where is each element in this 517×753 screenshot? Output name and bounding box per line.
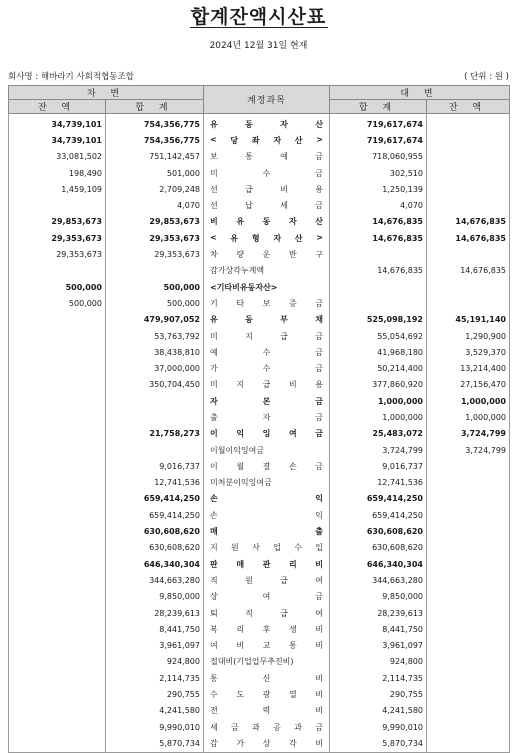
credit-total-cell: 55,054,692 bbox=[330, 328, 427, 344]
account-name: 전 력 비 bbox=[210, 706, 323, 716]
credit-total-cell: 630,608,620 bbox=[330, 540, 427, 556]
account-name: 감 가 상 각 비 bbox=[210, 738, 323, 748]
account-name-cell bbox=[204, 589, 330, 605]
credit-total-cell: 8,441,750 bbox=[330, 621, 427, 637]
credit-balance-cell bbox=[427, 475, 510, 491]
credit-balance-cell bbox=[427, 621, 510, 637]
debit-total-cell: 2,114,735 bbox=[106, 670, 204, 686]
debit-balance-cell bbox=[9, 360, 106, 376]
debit-total-cell: 5,870,734 bbox=[106, 735, 204, 752]
debit-balance-cell: 34,739,101 bbox=[9, 132, 106, 148]
debit-balance-cell bbox=[9, 458, 106, 474]
table-row bbox=[9, 638, 510, 654]
table-row bbox=[9, 686, 510, 702]
credit-header: 대 변 bbox=[330, 86, 510, 100]
debit-total-cell: 751,142,457 bbox=[106, 149, 204, 165]
credit-total-cell: 9,016,737 bbox=[330, 458, 427, 474]
debit-balance-cell: 500,000 bbox=[9, 279, 106, 295]
credit-total-cell: 344,663,280 bbox=[330, 572, 427, 588]
debit-total-cell: 37,000,000 bbox=[106, 360, 204, 376]
account-name-cell bbox=[204, 703, 330, 719]
credit-total-header: 합 계 bbox=[330, 100, 427, 114]
credit-total-cell: 41,968,180 bbox=[330, 344, 427, 360]
account-name: 손 익 bbox=[210, 510, 323, 520]
account-name-cell bbox=[204, 214, 330, 230]
debit-total-cell: 2,709,248 bbox=[106, 181, 204, 197]
account-name-cell bbox=[204, 556, 330, 572]
debit-balance-cell bbox=[9, 344, 106, 360]
account-name-cell bbox=[204, 735, 330, 752]
credit-balance-cell: 1,290,900 bbox=[427, 328, 510, 344]
debit-total-cell: 21,758,273 bbox=[106, 426, 204, 442]
debit-balance-cell: 33,081,502 bbox=[9, 149, 106, 165]
account-name: 자 본 금 bbox=[210, 396, 323, 406]
account-name-cell bbox=[204, 638, 330, 654]
credit-balance-cell: 14,676,835 bbox=[427, 230, 510, 246]
credit-balance-cell bbox=[427, 295, 510, 311]
debit-balance-cell bbox=[9, 393, 106, 409]
account-name-cell bbox=[204, 572, 330, 588]
debit-total-cell: 8,441,750 bbox=[106, 621, 204, 637]
account-name-cell bbox=[204, 360, 330, 376]
debit-balance-cell bbox=[9, 735, 106, 752]
account-name-cell bbox=[204, 507, 330, 523]
table-row bbox=[9, 377, 510, 393]
credit-total-cell: 924,800 bbox=[330, 654, 427, 670]
debit-total-cell: 29,353,673 bbox=[106, 246, 204, 262]
account-name: 기 타 보 증 금 bbox=[210, 298, 323, 308]
table-row bbox=[9, 328, 510, 344]
credit-total-cell: 4,070 bbox=[330, 197, 427, 213]
table-row bbox=[9, 181, 510, 197]
credit-total-cell bbox=[330, 295, 427, 311]
table-body bbox=[9, 114, 510, 753]
account-name: 차 량 운 반 구 bbox=[210, 250, 323, 260]
debit-balance-cell: 29,353,673 bbox=[9, 246, 106, 262]
credit-total-cell: 4,241,580 bbox=[330, 703, 427, 719]
debit-total-cell: 344,663,280 bbox=[106, 572, 204, 588]
table-row bbox=[9, 360, 510, 376]
table-row bbox=[9, 393, 510, 409]
credit-total-cell: 290,755 bbox=[330, 686, 427, 702]
account-name: 선 납 세 금 bbox=[210, 201, 323, 211]
debit-total-cell: 9,850,000 bbox=[106, 589, 204, 605]
credit-total-cell: 719,617,674 bbox=[330, 132, 427, 148]
debit-balance-cell bbox=[9, 491, 106, 507]
credit-balance-cell bbox=[427, 114, 510, 133]
table-row bbox=[9, 214, 510, 230]
account-name-cell: 감가상각누계액 bbox=[204, 263, 330, 279]
debit-total-cell: 3,961,097 bbox=[106, 638, 204, 654]
credit-total-cell: 3,724,799 bbox=[330, 442, 427, 458]
trial-balance-table bbox=[8, 85, 510, 753]
debit-total-cell: 53,763,792 bbox=[106, 328, 204, 344]
table-row bbox=[9, 572, 510, 588]
credit-balance-cell bbox=[427, 735, 510, 752]
debit-balance-cell bbox=[9, 654, 106, 670]
credit-balance-header: 잔 액 bbox=[427, 100, 510, 114]
table-row bbox=[9, 344, 510, 360]
debit-balance-cell: 1,459,109 bbox=[9, 181, 106, 197]
company-name: 회사명 : 해바라기 사회적협동조합 bbox=[8, 72, 134, 82]
table-header bbox=[9, 86, 510, 114]
debit-total-cell: 754,356,775 bbox=[106, 132, 204, 148]
credit-total-cell: 646,340,304 bbox=[330, 556, 427, 572]
credit-balance-cell: 14,676,835 bbox=[427, 214, 510, 230]
credit-balance-cell bbox=[427, 556, 510, 572]
account-header: 계정과목 bbox=[204, 86, 330, 114]
debit-total-cell: 38,438,810 bbox=[106, 344, 204, 360]
debit-total-cell: 9,016,737 bbox=[106, 458, 204, 474]
credit-balance-cell bbox=[427, 181, 510, 197]
account-name-cell bbox=[204, 344, 330, 360]
debit-balance-cell bbox=[9, 263, 106, 279]
account-name-cell: <기타비유동자산> bbox=[204, 279, 330, 295]
debit-total-cell: 659,414,250 bbox=[106, 491, 204, 507]
account-name-cell bbox=[204, 377, 330, 393]
credit-total-cell: 9,850,000 bbox=[330, 589, 427, 605]
debit-balance-cell bbox=[9, 312, 106, 328]
table-row bbox=[9, 279, 510, 295]
account-name-cell bbox=[204, 230, 330, 246]
debit-balance-cell bbox=[9, 507, 106, 523]
credit-balance-cell bbox=[427, 540, 510, 556]
credit-balance-cell bbox=[427, 686, 510, 702]
table-row bbox=[9, 735, 510, 752]
credit-balance-cell bbox=[427, 523, 510, 539]
debit-total-cell: 630,608,620 bbox=[106, 523, 204, 539]
debit-balance-cell bbox=[9, 703, 106, 719]
account-name-cell: 미처분이익잉여금 bbox=[204, 475, 330, 491]
table-row bbox=[9, 132, 510, 148]
credit-total-cell: 1,250,139 bbox=[330, 181, 427, 197]
credit-balance-cell bbox=[427, 703, 510, 719]
debit-total-cell: 500,000 bbox=[106, 295, 204, 311]
account-name: 매 출 bbox=[210, 527, 323, 537]
table-row bbox=[9, 475, 510, 491]
table-row bbox=[9, 426, 510, 442]
debit-total-cell: 350,704,450 bbox=[106, 377, 204, 393]
table-row bbox=[9, 230, 510, 246]
debit-total-cell: 4,070 bbox=[106, 197, 204, 213]
account-name: 이 월 결 손 금 bbox=[210, 461, 323, 471]
report-date: 2024년 12월 31일 현재 bbox=[209, 41, 308, 51]
table-row bbox=[9, 703, 510, 719]
credit-total-cell: 25,483,072 bbox=[330, 426, 427, 442]
debit-balance-cell bbox=[9, 719, 106, 735]
account-name: 판 매 관 리 비 bbox=[210, 559, 323, 569]
table-row bbox=[9, 507, 510, 523]
credit-balance-cell bbox=[427, 458, 510, 474]
table-row bbox=[9, 654, 510, 670]
account-name-cell: 이월이익잉여금 bbox=[204, 442, 330, 458]
table-row bbox=[9, 263, 510, 279]
credit-total-cell: 5,870,734 bbox=[330, 735, 427, 752]
credit-balance-cell bbox=[427, 246, 510, 262]
credit-balance-cell: 13,214,400 bbox=[427, 360, 510, 376]
debit-balance-cell bbox=[9, 442, 106, 458]
account-name: < 당 좌 자 산 > bbox=[210, 134, 323, 145]
credit-balance-cell: 3,529,370 bbox=[427, 344, 510, 360]
debit-balance-cell bbox=[9, 670, 106, 686]
account-name: 예 수 금 bbox=[210, 347, 323, 357]
account-name: 선 급 비 용 bbox=[210, 184, 323, 194]
table-row bbox=[9, 719, 510, 735]
credit-total-cell: 14,676,835 bbox=[330, 263, 427, 279]
table-row bbox=[9, 491, 510, 507]
debit-total-header: 합 계 bbox=[106, 100, 204, 114]
account-name-cell bbox=[204, 426, 330, 442]
account-name-cell bbox=[204, 246, 330, 262]
account-name-cell bbox=[204, 393, 330, 409]
credit-balance-cell bbox=[427, 605, 510, 621]
account-name-cell bbox=[204, 491, 330, 507]
credit-total-cell: 1,000,000 bbox=[330, 393, 427, 409]
debit-balance-cell bbox=[9, 556, 106, 572]
account-name-cell bbox=[204, 165, 330, 181]
title-underline bbox=[190, 27, 328, 28]
debit-balance-cell bbox=[9, 409, 106, 425]
debit-balance-cell bbox=[9, 475, 106, 491]
credit-balance-cell bbox=[427, 197, 510, 213]
credit-balance-cell bbox=[427, 279, 510, 295]
debit-total-cell: 501,000 bbox=[106, 165, 204, 181]
account-name: 이 익 잉 여 금 bbox=[210, 429, 323, 439]
table-row bbox=[9, 458, 510, 474]
account-name: 손 익 bbox=[210, 494, 323, 504]
table-row bbox=[9, 165, 510, 181]
table-row bbox=[9, 295, 510, 311]
account-name: 유 동 자 산 bbox=[210, 119, 323, 129]
debit-total-cell: 28,239,613 bbox=[106, 605, 204, 621]
credit-balance-cell: 45,191,140 bbox=[427, 312, 510, 328]
credit-total-cell: 719,617,674 bbox=[330, 114, 427, 133]
credit-total-cell: 659,414,250 bbox=[330, 507, 427, 523]
debit-balance-cell: 29,853,673 bbox=[9, 214, 106, 230]
account-name-cell bbox=[204, 605, 330, 621]
debit-balance-cell bbox=[9, 523, 106, 539]
debit-total-cell: 479,907,052 bbox=[106, 312, 204, 328]
credit-total-cell: 3,961,097 bbox=[330, 638, 427, 654]
account-name: 가 수 금 bbox=[210, 364, 323, 374]
credit-total-cell: 50,214,400 bbox=[330, 360, 427, 376]
credit-total-cell: 14,676,835 bbox=[330, 230, 427, 246]
debit-total-cell: 4,241,580 bbox=[106, 703, 204, 719]
report-title: 합계잔액시산표 bbox=[190, 6, 327, 28]
account-name-cell bbox=[204, 132, 330, 148]
credit-total-cell: 12,741,536 bbox=[330, 475, 427, 491]
credit-total-cell bbox=[330, 246, 427, 262]
credit-balance-cell bbox=[427, 638, 510, 654]
unit-label: ( 단위 : 원 ) bbox=[464, 72, 509, 82]
account-name-cell bbox=[204, 312, 330, 328]
credit-balance-cell: 1,000,000 bbox=[427, 393, 510, 409]
debit-balance-cell bbox=[9, 328, 106, 344]
credit-total-cell: 28,239,613 bbox=[330, 605, 427, 621]
credit-balance-cell bbox=[427, 572, 510, 588]
credit-balance-cell bbox=[427, 719, 510, 735]
debit-balance-cell: 198,490 bbox=[9, 165, 106, 181]
account-name: 복 리 후 생 비 bbox=[210, 624, 323, 634]
account-name-cell bbox=[204, 295, 330, 311]
debit-total-cell: 924,800 bbox=[106, 654, 204, 670]
credit-balance-cell: 27,156,470 bbox=[427, 377, 510, 393]
debit-balance-cell bbox=[9, 377, 106, 393]
account-name-cell bbox=[204, 149, 330, 165]
account-name-cell bbox=[204, 686, 330, 702]
debit-total-cell bbox=[106, 263, 204, 279]
credit-total-cell: 718,060,955 bbox=[330, 149, 427, 165]
debit-total-cell: 9,990,010 bbox=[106, 719, 204, 735]
credit-total-cell bbox=[330, 279, 427, 295]
credit-balance-cell: 14,676,835 bbox=[427, 263, 510, 279]
table-row bbox=[9, 605, 510, 621]
account-name-cell: 접대비(기업업무추진비) bbox=[204, 654, 330, 670]
debit-total-cell: 500,000 bbox=[106, 279, 204, 295]
debit-balance-cell bbox=[9, 686, 106, 702]
account-name: 보 통 예 금 bbox=[210, 152, 323, 162]
debit-balance-cell bbox=[9, 426, 106, 442]
account-name: 통 신 비 bbox=[210, 673, 323, 683]
account-name-cell bbox=[204, 670, 330, 686]
credit-balance-cell: 3,724,799 bbox=[427, 426, 510, 442]
account-name-cell bbox=[204, 328, 330, 344]
credit-total-cell: 302,510 bbox=[330, 165, 427, 181]
debit-total-cell bbox=[106, 409, 204, 425]
debit-total-cell: 29,853,673 bbox=[106, 214, 204, 230]
table-row bbox=[9, 246, 510, 262]
table-row bbox=[9, 621, 510, 637]
table-row bbox=[9, 556, 510, 572]
account-name: 퇴 직 급 여 bbox=[210, 608, 323, 618]
account-name: 여 비 교 통 비 bbox=[210, 641, 323, 651]
debit-balance-cell bbox=[9, 197, 106, 213]
credit-total-cell: 525,098,192 bbox=[330, 312, 427, 328]
table-row bbox=[9, 540, 510, 556]
debit-total-cell bbox=[106, 393, 204, 409]
credit-total-cell: 659,414,250 bbox=[330, 491, 427, 507]
debit-balance-cell: 34,739,101 bbox=[9, 114, 106, 133]
credit-balance-cell bbox=[427, 132, 510, 148]
table-row bbox=[9, 312, 510, 328]
credit-total-cell: 2,114,735 bbox=[330, 670, 427, 686]
account-name: 비 유 동 자 산 bbox=[210, 217, 323, 227]
account-name-cell bbox=[204, 458, 330, 474]
debit-balance-cell bbox=[9, 589, 106, 605]
account-name-cell bbox=[204, 181, 330, 197]
debit-total-cell: 646,340,304 bbox=[106, 556, 204, 572]
debit-balance-cell bbox=[9, 540, 106, 556]
table-row bbox=[9, 670, 510, 686]
account-name: 세 금 과 공 과 금 bbox=[210, 722, 323, 732]
debit-total-cell bbox=[106, 442, 204, 458]
account-name-cell bbox=[204, 523, 330, 539]
debit-total-cell: 630,608,620 bbox=[106, 540, 204, 556]
account-name: 지 원 사 업 수 입 bbox=[210, 543, 323, 553]
debit-balance-cell: 29,353,673 bbox=[9, 230, 106, 246]
table-row bbox=[9, 442, 510, 458]
debit-balance-cell bbox=[9, 638, 106, 654]
debit-balance-cell bbox=[9, 621, 106, 637]
account-name-cell bbox=[204, 540, 330, 556]
debit-total-cell: 754,356,775 bbox=[106, 114, 204, 133]
account-name: 직 원 급 여 bbox=[210, 575, 323, 585]
table-row bbox=[9, 589, 510, 605]
account-name: 미 수 금 bbox=[210, 168, 323, 178]
debit-header: 차 변 bbox=[9, 86, 204, 100]
debit-balance-cell: 500,000 bbox=[9, 295, 106, 311]
credit-balance-cell: 3,724,799 bbox=[427, 442, 510, 458]
account-name: 유 동 부 채 bbox=[210, 315, 323, 325]
account-name: 수 도 광 열 비 bbox=[210, 690, 323, 700]
credit-total-cell: 9,990,010 bbox=[330, 719, 427, 735]
credit-balance-cell bbox=[427, 670, 510, 686]
debit-total-cell: 29,353,673 bbox=[106, 230, 204, 246]
table-row bbox=[9, 114, 510, 133]
debit-total-cell: 290,755 bbox=[106, 686, 204, 702]
credit-total-cell: 1,000,000 bbox=[330, 409, 427, 425]
account-name-cell bbox=[204, 719, 330, 735]
account-name: 미 지 급 비 용 bbox=[210, 380, 323, 390]
account-name: < 유 형 자 산 > bbox=[210, 232, 323, 243]
credit-balance-cell bbox=[427, 149, 510, 165]
table-row bbox=[9, 409, 510, 425]
table-row bbox=[9, 197, 510, 213]
credit-total-cell: 630,608,620 bbox=[330, 523, 427, 539]
debit-balance-header: 잔 액 bbox=[9, 100, 106, 114]
credit-balance-cell bbox=[427, 491, 510, 507]
table-row bbox=[9, 523, 510, 539]
credit-balance-cell: 1,000,000 bbox=[427, 409, 510, 425]
table-row bbox=[9, 149, 510, 165]
account-name: 상 여 금 bbox=[210, 592, 323, 602]
account-name-cell bbox=[204, 114, 330, 133]
account-name-cell bbox=[204, 197, 330, 213]
credit-total-cell: 14,676,835 bbox=[330, 214, 427, 230]
credit-balance-cell bbox=[427, 589, 510, 605]
debit-total-cell: 659,414,250 bbox=[106, 507, 204, 523]
debit-balance-cell bbox=[9, 605, 106, 621]
credit-balance-cell bbox=[427, 507, 510, 523]
account-name: 출 자 금 bbox=[210, 412, 323, 422]
credit-balance-cell bbox=[427, 654, 510, 670]
account-name: 미 지 급 금 bbox=[210, 331, 323, 341]
debit-balance-cell bbox=[9, 572, 106, 588]
account-name-cell bbox=[204, 409, 330, 425]
debit-total-cell: 12,741,536 bbox=[106, 475, 204, 491]
credit-total-cell: 377,860,920 bbox=[330, 377, 427, 393]
account-name-cell bbox=[204, 621, 330, 637]
credit-balance-cell bbox=[427, 165, 510, 181]
